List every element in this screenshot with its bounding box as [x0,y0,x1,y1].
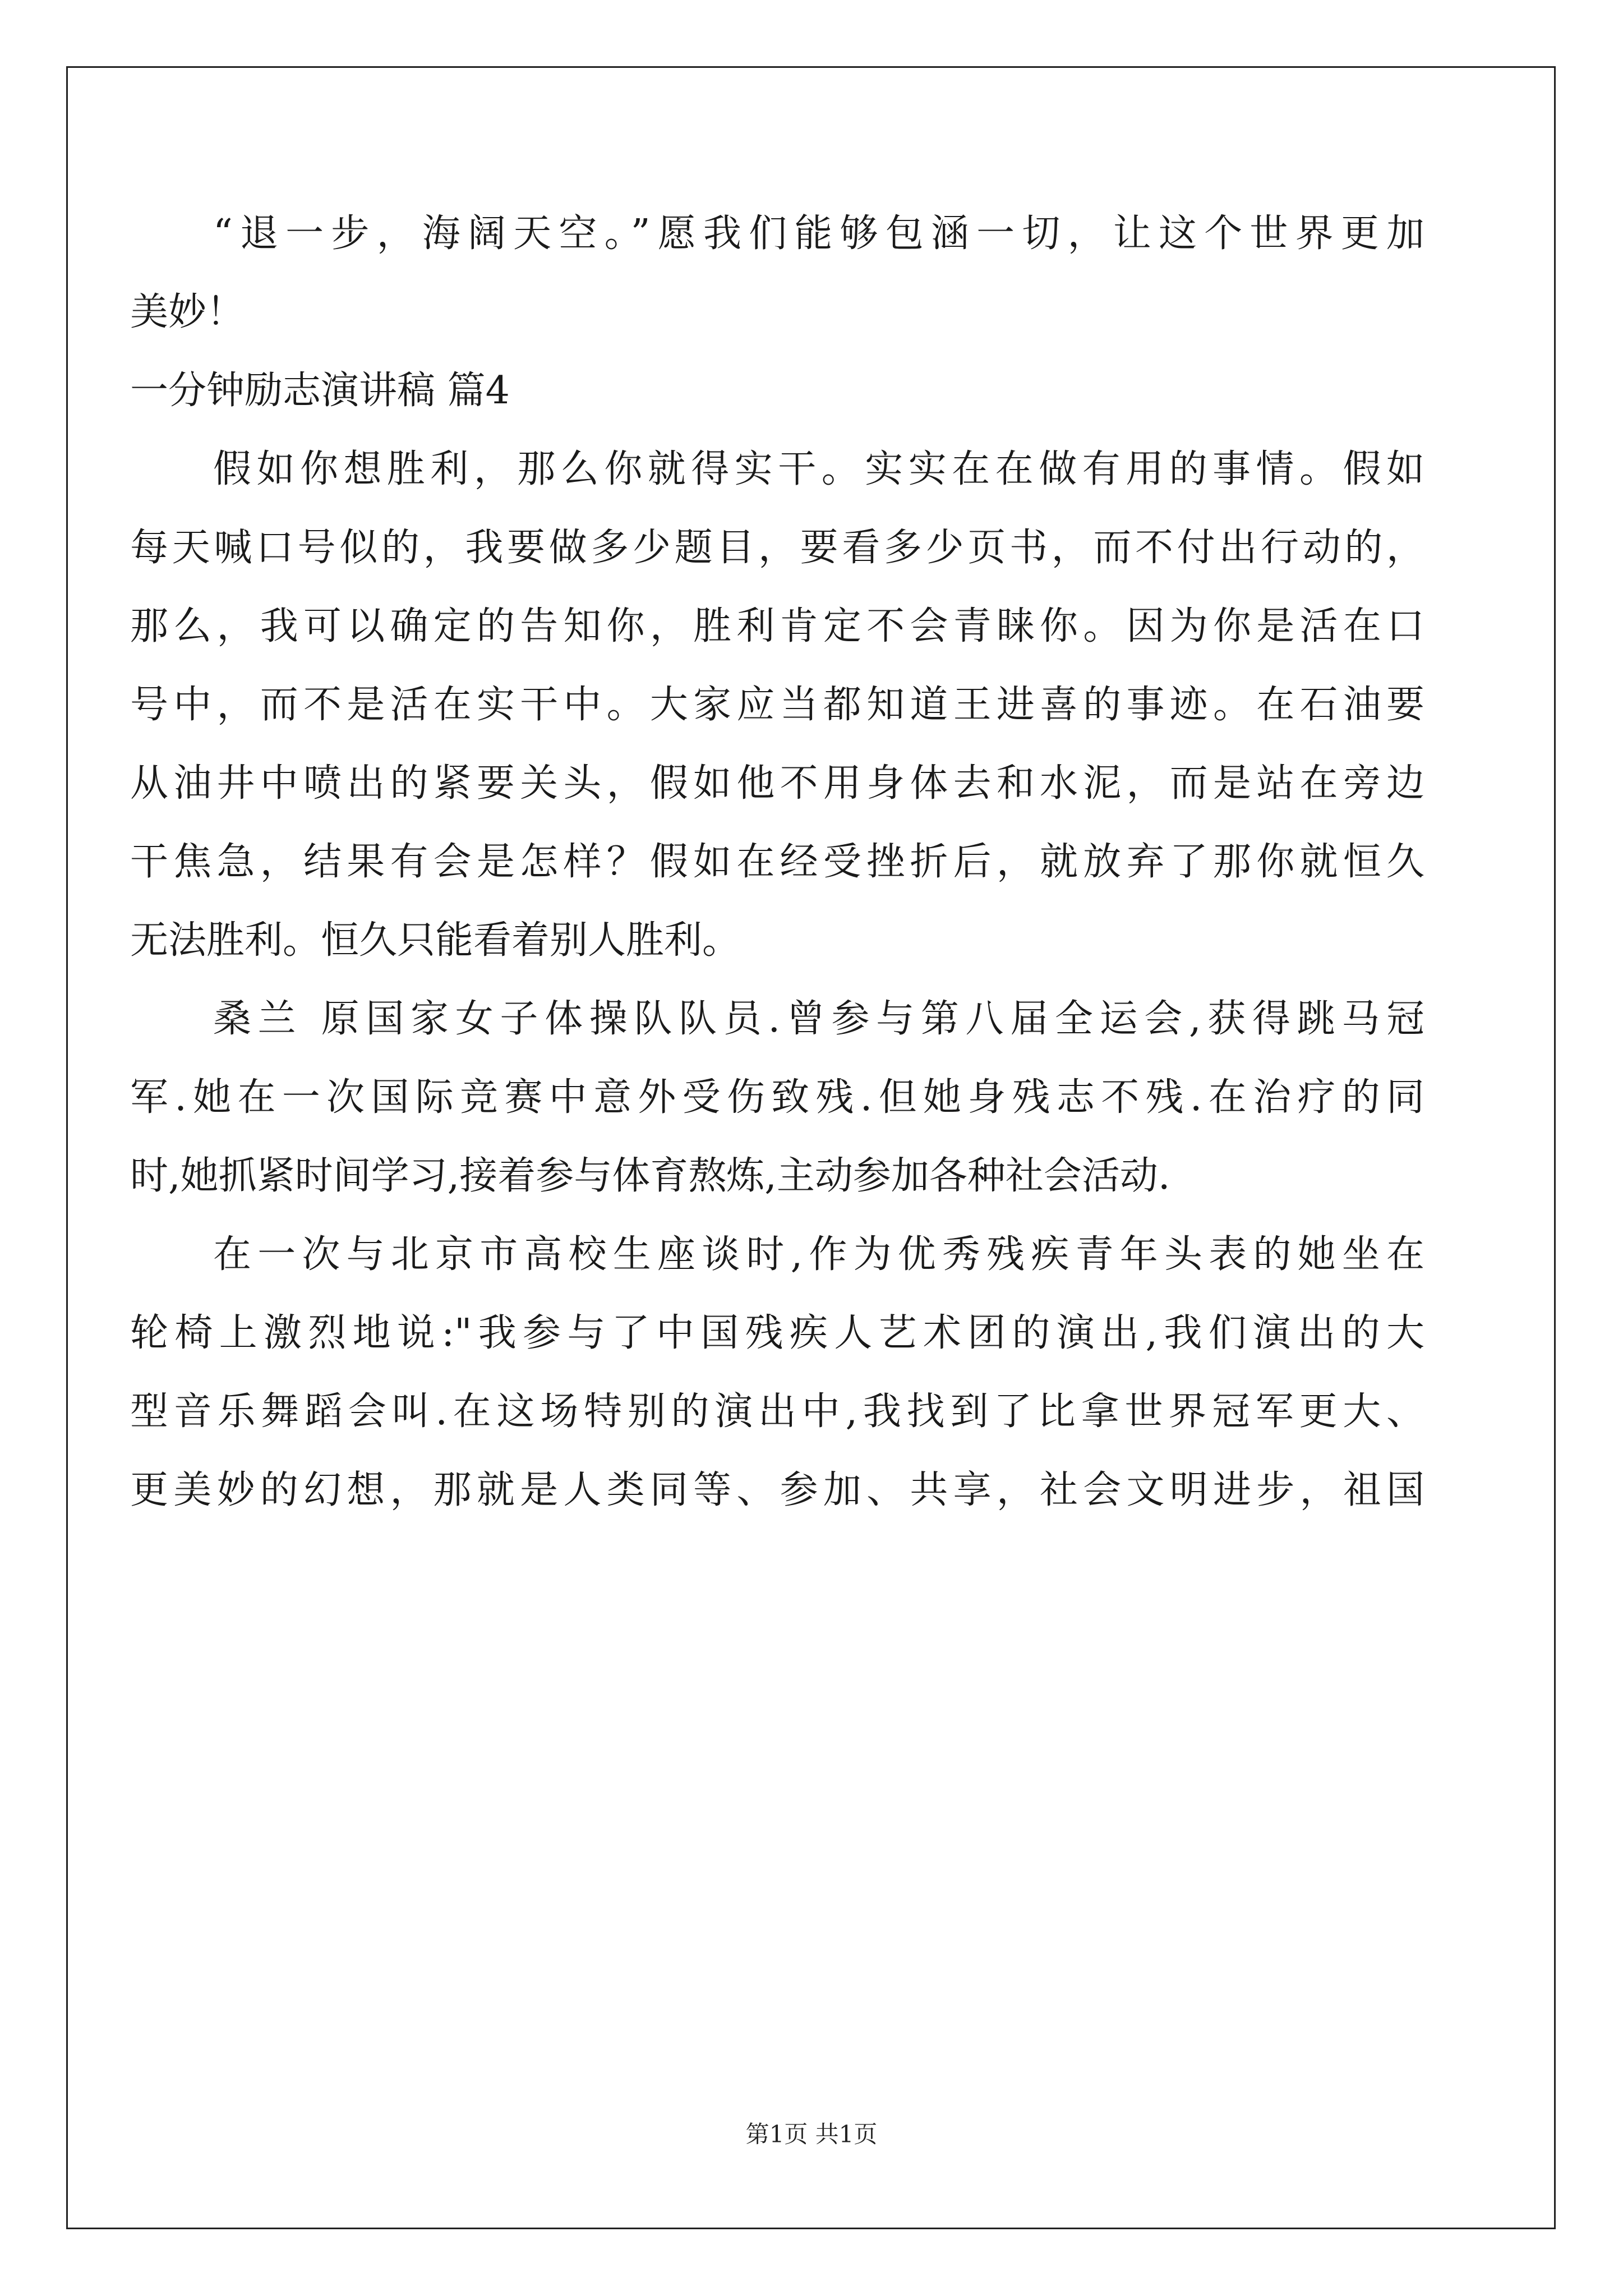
text-line: 假如你想胜利，那么你就得实干。实实在在做有用的事情。假如 [213,447,1424,491]
text-line: 号中，而不是活在实干中。大家应当都知道王进喜的事迹。在石油要 [130,683,1424,727]
text-line: “退一步，海阔天空。”愿我们能够包涵一切，让这个世界更加 [213,211,1424,256]
text-line: 在一次与北京市高校生座谈时,作为优秀残疾青年头表的她坐在 [213,1232,1424,1277]
text-line: 军.她在一次国际竞赛中意外受伤致残.但她身残志不残.在治疗的同 [130,1075,1424,1120]
text-line: 时,她抓紧时间学习,接着参与体育熬炼,主动参加各种社会活动. [130,1154,1170,1198]
text-line: 从油井中喷出的紧要关头，假如他不用身体去和水泥，而是站在旁边 [130,761,1424,806]
text-line: 桑兰 原国家女子体操队队员.曾参与第八届全运会,获得跳马冠 [213,997,1424,1041]
section-heading: 一分钟励志演讲稿 篇4 [130,369,510,413]
text-line: 无法胜利。恒久只能看着别人胜利。 [130,918,741,963]
text-line: 更美妙的幻想，那就是人类同等、参加、共享，社会文明进步，祖国 [130,1468,1424,1512]
text-line: 型音乐舞蹈会叫.在这场特别的演出中,我找到了比拿世界冠军更大、 [130,1389,1424,1434]
text-line: 那么，我可以确定的告知你，胜利肯定不会青睐你。因为你是活在口 [130,604,1424,648]
text-line: 轮椅上激烈地说:"我参与了中国残疾人艺术团的演出,我们演出的大 [130,1311,1424,1355]
text-line: 干焦急，结果有会是怎样？假如在经受挫折后，就放弃了那你就恒久 [130,840,1424,884]
text-line: 每天喊口号似的，我要做多少题目，要看多少页书，而不付出行动的， [130,526,1424,570]
page-footer: 第1页 共1页 [745,2120,878,2148]
text-line: 美妙！ [130,290,245,334]
